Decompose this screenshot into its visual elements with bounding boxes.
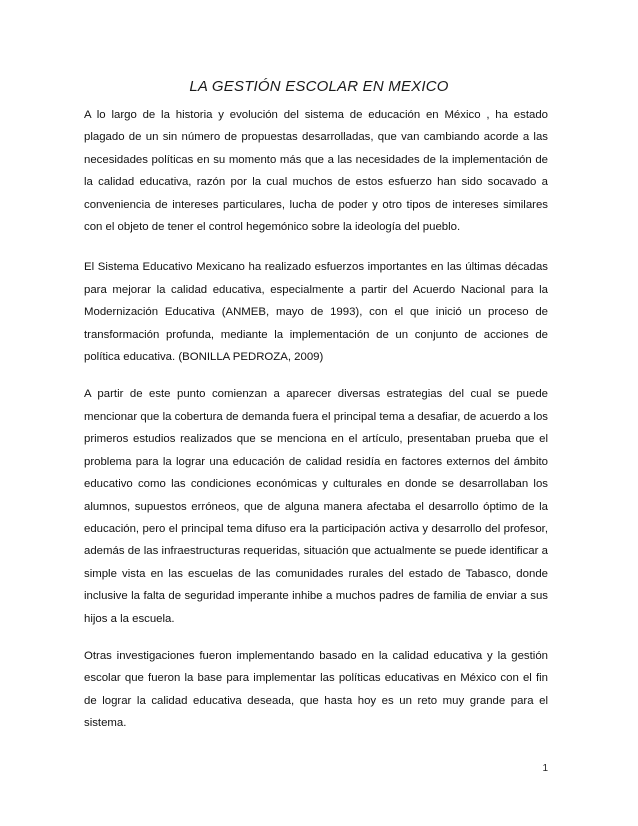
document-title: LA GESTIÓN ESCOLAR EN MEXICO bbox=[189, 78, 449, 95]
page-number: 1 bbox=[542, 763, 548, 774]
paragraph-4: Otras investigaciones fueron implementando basado en la calidad educativa y la gestión escolar que fueron la base para implementar las políticas educativas en México con el fin de lograr la calidad educativa deseada, que hasta hoy es un reto muy grande para el sistema. bbox=[84, 649, 548, 730]
paragraph-1: A lo largo de la historia y evolución del sistema de educación en México , ha estado plagado de un sin número de propuestas desarrolladas, que van cambiando acorde a las necesidades políticas en su momento más que a las necesidades de la implementación de la calidad educativa, razón por la cual muchos de estos esfuerzo han sido socavado a conveniencia de intereses particulares, lucha de poder y otro tipos de intereses similares con el objeto de tener el control hegemónico sobre la ideología del pueblo. bbox=[84, 109, 548, 234]
document-body bbox=[84, 104, 548, 750]
paragraph-3: A partir de este punto comienzan a aparecer diversas estrategias del cual se puede mencionar que la cobertura de demanda fuera el principal tema a desafiar, de acuerdo a los primeros estudios realizados que se menciona en el artículo, presentaban prueba que el problema para la lograr una educación de calidad residía en factores externos del ámbito educativo como las condiciones económicas y culturales en donde se desarrollaban los alumnos, supuestos erróneos, que de alguna manera afectaba el desarrollo óptimo de la educación, pero el principal tema difuso era la participación activa y desarrollo del profesor, además de las infraestructuras requeridas, situación que actualmente se puede identificar a simple vista en las escuelas de las comunidades rurales del estado de Tabasco, donde inclusive la falta de seguridad imperante inhibe a muchos padres de familia de enviar a sus hijos a la escuela. bbox=[84, 388, 548, 625]
paragraph-2: El Sistema Educativo Mexicano ha realizado esfuerzos importantes en las últimas décadas para mejorar la calidad educativa, especialmente a partir del Acuerdo Nacional para la Modernización Educativa (ANMEB, mayo de 1993), con el que inició un proceso de transformación profunda, mediante la implementación de un conjunto de acciones de política educativa. (BONILLA PEDROZA, 2009) bbox=[84, 261, 548, 364]
